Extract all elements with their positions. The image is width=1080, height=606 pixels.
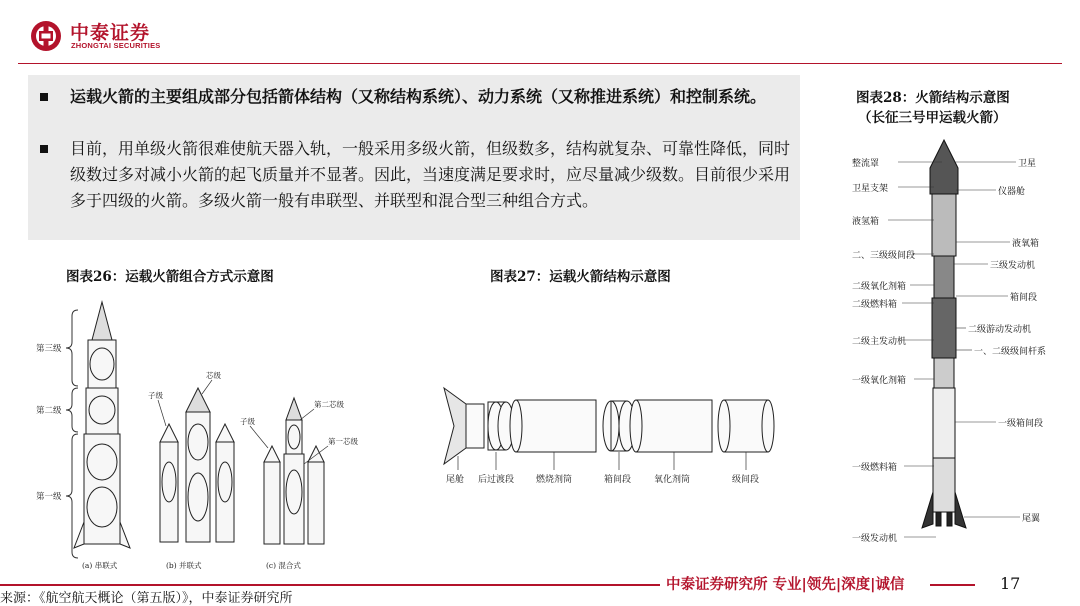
cz3a-label-lox-tank: 液氧箱 <box>1012 239 1040 249</box>
cz3a-label-stage3-engine: 三级发动机 <box>990 261 1036 271</box>
figure26-caption: 图表26：运载火箭组合方式示意图 <box>66 269 274 285</box>
summary-bullet-2: 目前，用单级火箭很难使航天器入轨，一般采用多级火箭，但级数多，结构就复杂、可靠性降低，同时级数过多对减小火箭的起飞质量并不显著。因此，当速度满足要求时，应尽量减少级数。目前很少采用多于四级的火箭。多级火箭一般有串联型、并联型和混合型三种组合方式。 <box>70 139 791 210</box>
footer-divider-left <box>0 584 660 586</box>
cz3a-label-stage2-vernier-engine: 二级游动发动机 <box>968 325 1032 335</box>
brand-name-en: ZHONGTAI SECURITIES <box>71 41 161 50</box>
cz3a-label-stage1-intertank: 一级箱间段 <box>998 419 1044 429</box>
cz3a-label-lh2-tank: 液氢箱 <box>852 217 880 227</box>
cz3a-label-fins: 尾翼 <box>1022 514 1041 524</box>
cz3a-label-instrument-unit: 仪器舱 <box>998 187 1026 197</box>
summary-panel <box>28 75 800 240</box>
tail-section-shape <box>444 388 466 464</box>
footer-brand-slogan: 中泰证券研究所 专业|领先|深度|诚信 <box>660 573 910 594</box>
figure28-caption-line2: （长征三号甲运载火箭） <box>858 110 1007 126</box>
part-label-tail: 尾舱 <box>446 475 465 485</box>
stage-label-third: 第三级 <box>36 344 62 354</box>
summary-bullet-1: 运载火箭的主要组成部分包括箭体结构（又称结构系统）、动力系统（又称推进系统）和控制系统。 <box>70 87 767 106</box>
footer-divider-right <box>930 584 975 586</box>
figure26-sublabel-hybrid: (c) 混合式 <box>266 561 301 570</box>
hybrid-rocket <box>264 398 324 544</box>
label-core-stage: 芯级 <box>206 371 221 380</box>
part-label-oxidizer-tank: 氧化剂筒 <box>654 475 691 485</box>
bullet-marker <box>40 145 48 153</box>
cz3a-label-satellite: 卫星 <box>1018 159 1037 169</box>
cz3a-label-stage2-oxidizer-tank: 二级氧化剂箱 <box>852 282 907 292</box>
label-sub-stage-hybrid: 子级 <box>240 417 255 426</box>
cz3a-rocket-body <box>922 140 966 528</box>
parallel-rocket <box>160 388 234 542</box>
cz3a-label-stage2-main-engine: 二级主发动机 <box>852 337 907 347</box>
header-divider <box>18 63 1062 64</box>
page-number: 17 <box>1000 574 1021 593</box>
cz3a-label-stage1-fuel-tank: 一级燃料箱 <box>852 463 898 473</box>
label-sub-stage: 子级 <box>148 391 163 400</box>
figure26-sublabel-parallel: (b) 并联式 <box>166 561 202 570</box>
serial-rocket <box>74 302 130 548</box>
part-label-inter-tank: 箱间段 <box>604 475 632 485</box>
cz3a-label-stage23-interstage: 二、三级级间段 <box>852 251 916 261</box>
source-note: 来源：《航空航天概论（第五版）》，中泰证券研究所 <box>0 591 293 606</box>
brand-name-cn: 中泰证券 <box>70 22 151 44</box>
cz3a-label-stage1-oxidizer-tank: 一级氧化剂箱 <box>852 376 907 386</box>
stage-label-first: 第一级 <box>36 492 62 502</box>
part-label-fuel-tank: 燃烧剂筒 <box>536 475 573 485</box>
bullet-marker <box>40 93 48 101</box>
figure27-caption: 图表27：运载火箭结构示意图 <box>490 269 671 285</box>
part-label-rear-transition: 后过渡段 <box>478 475 515 485</box>
label-second-core: 第二芯级 <box>314 400 344 409</box>
cz3a-label-stage2-fuel-tank: 二级燃料箱 <box>852 300 898 310</box>
figure26-sublabel-serial: (a) 串联式 <box>82 561 118 570</box>
cz3a-label-fairing: 整流罩 <box>852 159 880 169</box>
label-first-core: 第一芯级 <box>328 437 358 446</box>
figure28-cz3a-structure-diagram <box>846 132 1056 548</box>
figure27-rocket-structure-diagram <box>436 378 796 488</box>
figure28-caption-line1: 图表28：火箭结构示意图 <box>856 90 1010 106</box>
cz3a-label-stage1-engine: 一级发动机 <box>852 534 898 544</box>
brand-logo-icon <box>30 20 62 52</box>
stage-label-second: 第二级 <box>36 406 62 416</box>
figure26-rocket-combinations-diagram <box>30 292 390 574</box>
cz3a-label-satellite-bracket: 卫星支架 <box>852 184 889 194</box>
cz3a-label-intertank: 箱间段 <box>1010 293 1038 303</box>
part-label-interstage: 级间段 <box>732 475 760 485</box>
cz3a-label-stage12-truss: 一、二级级间杆系 <box>974 347 1047 357</box>
